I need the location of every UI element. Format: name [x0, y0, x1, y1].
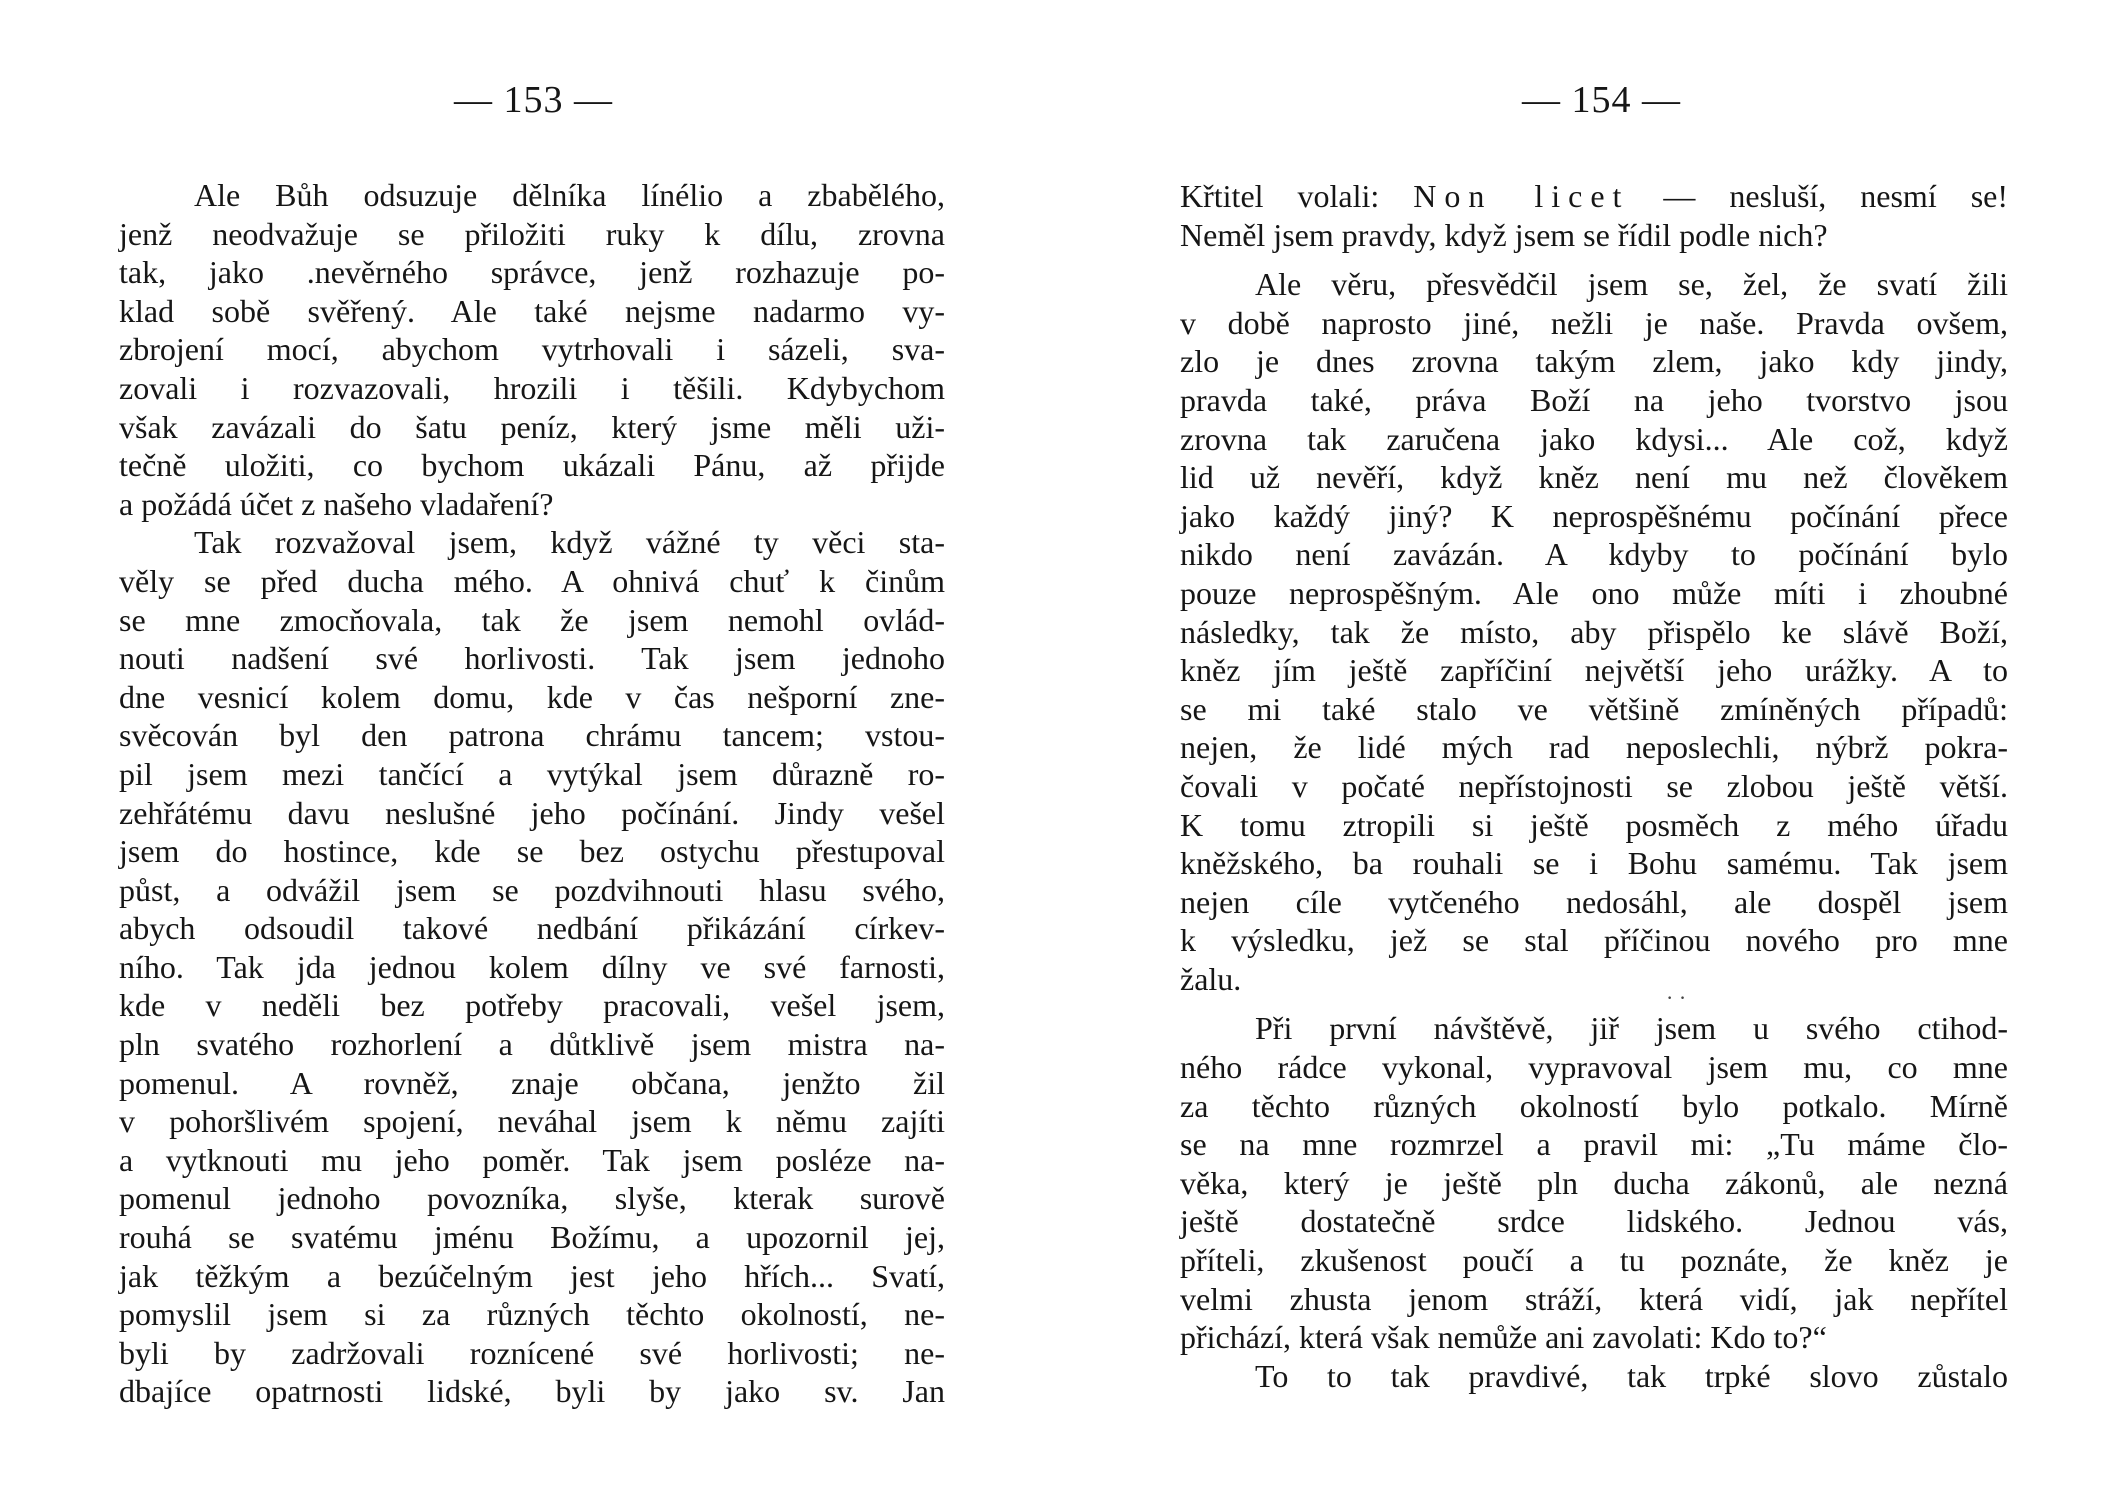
text-line: ního. Tak jda jednou kolem dílny ve své farnosti,	[119, 948, 945, 985]
text-line: věka, který je ještě pln ducha zákonů, ale nezná	[1180, 1164, 2008, 1201]
text-fragment: — nesluší, nesmí se!	[1629, 178, 2009, 214]
text-line: se mne zmocňovala, tak že jsem nemohl ovlád-	[119, 601, 945, 638]
text-line: tečně uložiti, co bychom ukázali Pánu, až přijde	[119, 447, 945, 484]
text-line: a požádá účet z našeho vladaření?	[119, 485, 554, 522]
text-line: ného rádce vykonal, vypravoval jsem mu, co mne	[1180, 1049, 2008, 1086]
text-line: půst, a odvážil jsem se pozdvihnouti hlasu svého,	[119, 871, 945, 908]
text-line: se mi také stalo ve většině zmíněných případů:	[1180, 690, 2008, 727]
text-line: nouti nadšení své horlivosti. Tak jsem jednoho	[119, 640, 945, 677]
text-line: kněz jím ještě zapříčiní největší jeho urážky. A to	[1180, 652, 2008, 689]
text-line: k výsledku, jež se stal příčinou nového pro mne	[1180, 922, 2008, 959]
text-line: Ale Bůh odsuzuje dělníka línélio a zbabělého,	[194, 177, 945, 213]
text-line: velmi zhusta jenom stráží, která vidí, jak nepřítel	[1180, 1280, 2008, 1317]
text-line: zrovna tak zaručena jako kdysi... Ale což, když	[1180, 420, 2008, 457]
text-line: nikdo není zavázán. A kdyby to počínání bylo	[1180, 536, 2008, 573]
text-line: rouhá se svatému jménu Božímu, a upozornil jej,	[119, 1219, 945, 1256]
text-line: dne vesnicí kolem domu, kde v čas nešporní zne-	[119, 678, 945, 715]
text-line: Tak rozvažoval jsem, když vážné ty věci sta-	[194, 524, 945, 561]
latin-phrase: Non licet	[1413, 178, 1630, 214]
text-line: věly se před ducha mého. A ohnivá chuť k činům	[119, 562, 945, 599]
text-line: pravda také, práva Boží na jeho tvorstvo jsou	[1180, 381, 2008, 418]
text-line: pil jsem mezi tančící a vytýkal jsem důrazně ro-	[119, 755, 945, 792]
text-line: jako každý jiný? K neprospěšnému počínání přece	[1180, 497, 2008, 534]
text-line: v pohoršlivém spojení, neváhal jsem k němu zajíti	[119, 1103, 945, 1140]
text-line: pln svatého rozhorlení a důtklivě jsem mistra na-	[119, 1026, 945, 1063]
text-line: abych odsoudil takové nedbání přikázání církev-	[119, 910, 945, 947]
text-line: byli by zadržovali roznícené své horlivosti; ne-	[119, 1334, 945, 1371]
text-line: dbajíce opatrnosti lidské, byli by jako sv. Jan	[119, 1373, 945, 1410]
text-line: lid už nevěří, když kněz není mu než člověkem	[1180, 459, 2008, 496]
text-line: Ale věru, přesvědčil jsem se, žel, že svatí žili	[1255, 266, 2008, 303]
text-line: pouze neprospěšným. Ale ono může míti i zhoubné	[1180, 574, 2008, 611]
text-line: nejen cíle vytčeného nedosáhl, ale dospěl jsem	[1180, 883, 2008, 920]
print-speck: · ·	[1666, 985, 1687, 1010]
text-line: čovali v počaté nepřístojnosti se zlobou ještě větší.	[1180, 767, 2008, 804]
text-line: se na mne rozmrzel a pravil mi: „Tu máme člo-	[1180, 1126, 2008, 1163]
text-line: Neměl jsem pravdy, když jsem se řídil podle nich?	[1180, 216, 1828, 253]
page-text	[1180, 177, 2008, 1395]
page-number: — 153 —	[454, 79, 613, 121]
text-line: pomenul. A rovněž, znaje občana, jenžto žil	[119, 1064, 945, 1101]
text-line: však zavázali do šatu peníz, který jsme měli uži-	[119, 408, 945, 445]
text-line: kde v neděli bez potřeby pracovali, vešel jsem,	[119, 987, 945, 1024]
text-line: přichází, která však nemůže ani zavolati: Kdo to?“	[1180, 1319, 1827, 1356]
text-line: klad sobě svěřený. Ale také nejsme nadarmo vy-	[119, 292, 945, 329]
text-line: zovali i rozvazovali, hrozili i těšili. Kdybychom	[119, 369, 945, 406]
text-line: pomenul jednoho povozníka, slyše, kterak surově	[119, 1180, 945, 1217]
text-line: nejen, že lidé mých rad neposlechli, nýbrž pokra-	[1180, 729, 2008, 766]
text-line: svěcován byl den patrona chrámu tancem; vstou-	[119, 717, 945, 754]
text-line: zbrojení mocí, abychom vytrhovali i sázeli, sva-	[119, 331, 945, 368]
text-line: žalu.	[1180, 960, 1242, 997]
text-line: jenž neodvažuje se přiložiti ruky k dílu, zrovna	[119, 215, 945, 252]
text-line: ještě dostatečně srdce lidského. Jednou vás,	[1180, 1203, 2008, 1240]
text-line: zlo je dnes zrovna takým zlem, jako kdy jindy,	[1180, 343, 2008, 380]
text-line: To to tak pravdivé, tak trpké slovo zůstalo	[1255, 1357, 2008, 1394]
text-line: za těchto různých okolností bylo potkalo. Mírně	[1180, 1087, 2008, 1124]
text-line: jak těžkým a bezúčelným jest jeho hřích... Svatí,	[119, 1257, 945, 1294]
text-line: kněžského, ba rouhali se i Bohu samému. Tak jsem	[1180, 845, 2008, 882]
text-line: tak, jako .nevěrného správce, jenž rozhazuje po-	[119, 254, 945, 291]
text-fragment: Křtitel volali:	[1180, 178, 1414, 214]
text-line: následky, tak že místo, aby přispělo ke slávě Boží,	[1180, 613, 2008, 650]
page-number: — 154 —	[1522, 79, 1681, 121]
text-line: Při první návštěvě, jiř jsem u svého ctihod-	[1255, 1010, 2008, 1047]
text-line: příteli, zkušenost poučí a tu poznáte, že kněz je	[1180, 1242, 2008, 1279]
text-line: K tomu ztropili si ještě posměch z mého úřadu	[1180, 806, 2008, 843]
text-line: v době naprosto jiné, nežli je naše. Pravda ovšem,	[1180, 304, 2008, 341]
text-line: zehřátému davu neslušné jeho počínání. Jindy vešel	[119, 794, 945, 831]
right-page	[1054, 0, 2108, 1500]
page-text	[119, 176, 945, 1411]
text-line: a vytknouti mu jeho poměr. Tak jsem posléze na-	[119, 1141, 945, 1178]
text-line: jsem do hostince, kde se bez ostychu přestupoval	[119, 833, 945, 870]
text-line: pomyslil jsem si za různých těchto okolností, ne-	[119, 1296, 945, 1333]
text-line	[1180, 177, 2008, 216]
